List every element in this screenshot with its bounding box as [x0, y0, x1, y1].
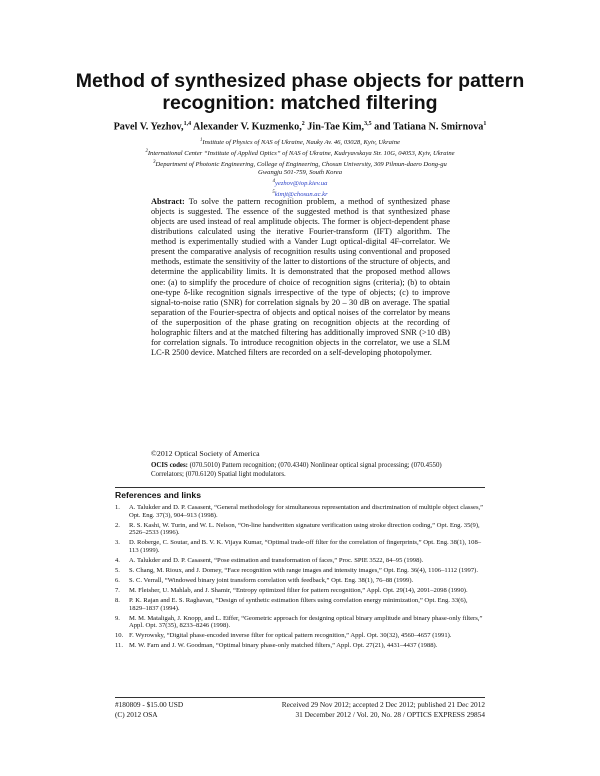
reference-text: S. C. Verrall, “Windowed binary joint transform correlation with feedback,” Opt. Eng. 38(1), 76–88 (1999).: [129, 576, 414, 584]
reference-text: R. S. Kashi, W. Turin, and W. L. Nelson, “On-line handwritten signature verification using stroke direction coding,” Opt. Eng. 35(9), 2526–2533 (1996).: [129, 521, 480, 537]
affiliation-line: $^2$International Center “Institute of Applied Optics” of NAS of Ukraine, Kudryavskaya Str. 10G, 04053, Kyiv, Ukraine: [145, 148, 455, 157]
reference-number: 3.: [115, 539, 120, 547]
author-3-affiliation-mark: 3,5: [364, 121, 372, 127]
email-line: $^4$yezhov@iop.kiev.ua: [272, 178, 328, 188]
author-list: [0, 121, 600, 132]
reference-item: [115, 504, 485, 520]
copyright-notice: ©2012 Optical Society of America: [151, 449, 260, 458]
ocis-codes: [151, 462, 450, 479]
author-1-affiliation-mark: 1,4: [183, 121, 192, 127]
email-line: $^5$kimjt@chosun.ac.kr: [272, 189, 328, 198]
reference-text: F. Wyrowsky, “Digital phase-encoded inverse filter for optical pattern recognition,” Appl. Opt. 30(32), 4560–4657 (1991).: [129, 632, 452, 640]
author-3: Jin-Tae Kim,: [304, 121, 365, 133]
reference-item: [115, 632, 485, 640]
reference-number: 6.: [115, 576, 120, 584]
footer-dates: Received 29 Nov 2012; accepted 2 Dec 2012; published 21 Dec 2012: [281, 700, 485, 709]
affiliation-line: Gwangju 501-759, South Korea: [257, 169, 342, 177]
abstract-label: Abstract:: [151, 197, 185, 206]
reference-item: [115, 577, 485, 585]
reference-number: 4.: [115, 557, 120, 565]
divider-bottom: [115, 697, 485, 698]
reference-text: M. Fleisher, U. Mahlab, and J. Shamir, “Entropy optimized filter for pattern recognition,” Appl. Opt. 29(14), 2091–2098 (1990).: [129, 586, 468, 594]
title-line-2: recognition: matched filtering: [162, 92, 438, 114]
reference-number: 1.: [115, 504, 120, 511]
reference-text: M. M. Mataligah, J. Knopp, and L. Eiffer, “Geometric approach for designing optical binary amplitude and binary phase-only filters,” Appl. Opt. 37(35), 8233–8246 (1998).: [129, 614, 483, 630]
author-2: Alexander V. Kuzmenko,: [191, 121, 302, 133]
author-1: Pavel V. Yezhov,: [113, 121, 184, 133]
paper-title: [0, 70, 600, 114]
reference-item: [115, 642, 485, 650]
reference-number: 10.: [115, 632, 124, 640]
reference-text: D. Roberge, C. Soutar, and B. V. K. Vijaya Kumar, “Optimal trade-off filter for the correlation of fingerprints,” Opt. Eng. 38(1), 108–113 (1999).: [129, 539, 482, 555]
affiliation-line: $^1$Institute of Physics of NAS of Ukraine, Nauky Av. 46, 03028, Kyiv, Ukraine: [199, 138, 400, 147]
author-4-affiliation-mark: 1: [483, 121, 487, 127]
divider-top: [115, 487, 485, 488]
reference-number: 2.: [115, 521, 120, 529]
email-link-yezhov[interactable]: yezhov@iop.kiev.ua: [274, 180, 328, 188]
email-link-kimjt[interactable]: kimjt@chosun.ac.kr: [274, 190, 328, 198]
reference-item: [115, 557, 485, 565]
reference-text: S. Chang, M. Rioux, and J. Domey, “Face recognition with range images and intensity images,” Opt. Eng. 36(4), 1106–1112 (1997).: [129, 567, 478, 574]
reference-item: [115, 597, 485, 613]
reference-number: 8.: [115, 596, 120, 604]
reference-item: [115, 522, 485, 538]
author-4: and Tatiana N. Smirnova: [371, 121, 484, 133]
footer-copyright: (C) 2012 OSA: [115, 710, 158, 719]
reference-item: [115, 615, 485, 631]
ocis-text: (070.5010) Pattern recognition; (070.4340) Nonlinear optical signal processing; (070.4550) Correlators; (070.6120) Spatial light modulators.: [151, 462, 442, 478]
reference-text: A. Talukder and D. P. Casasent, “General methodology for simultaneous representation and discrimination of multiple object classes,” Opt. Eng. 37(3), 904–913 (1998).: [129, 504, 484, 519]
reference-item: [115, 539, 485, 555]
references-heading: References and links: [115, 490, 201, 500]
reference-text: A. Talukder and D. P. Casasent, “Pose estimation and transformation of faces,” Proc. SPIE 3522, 84–95 (1998).: [129, 557, 424, 565]
reference-number: 11.: [115, 642, 123, 650]
affiliations: [130, 137, 470, 200]
reference-text: P. K. Rajan and E. S. Raghavan, “Design of synthetic estimation filters using correlation energy minimization,” Opt. Eng. 33(6), 1829–1837 (1994).: [129, 596, 468, 612]
reference-item: [115, 587, 485, 595]
abstract: [151, 197, 450, 358]
reference-number: 9.: [115, 614, 120, 622]
footer-left: [115, 700, 183, 720]
abstract-text: To solve the pattern recognition problem, a method of synthesized phase objects is suggested. The essence of the suggested method is that synthesized phase objects are used instead of real amplitude objects. The former is object-dependent phase distributions calculated using the iterative Fourier-transform (IFT) algorithm. The method is experimentally studied with a Vander Lugt optical-digital 4F-correlator. We present the comparative analysis of recognition results using conventional and proposed methods, estimate the sensitivity of the latter to distortions of the structure of objects, and determine the applicability limits. It is demonstrated that the proposed method allows one: (a) to simplify the procedure of choice of recognition signs (criteria); (b) to obtain one-type δ-like recognition signals irrespective of the type of objects; (c) to improve signal-to-noise ratio (SNR) for correlation signals by 20 – 30 dB on average. The spatial separation of the Fourier-spectra of objects and optical noises of the correlator by means of the superposition of the phase grating on recognition objects at the recording of holographic filters and at the matched filtering has additionally improved SNR (>10 dB) for correlation signals. To introduce recognition objects in the correlator, we use a SLM LC-R 2500 device. Matched filters are recorded on a self-developing photopolymer.: [151, 197, 450, 357]
reference-number: 7.: [115, 586, 120, 594]
reference-item: [115, 567, 485, 575]
footer-right: [240, 700, 485, 720]
reference-text: M. W. Farn and J. W. Goodman, “Optimal binary phase-only matched filters,” Appl. Opt. 27(21), 4431–4437 (1988).: [129, 642, 438, 650]
affiliation-line: $^3$Department of Photonic Engineering, College of Engineering, Chosun University, 309 Pilmun-daero Dong-gu: [153, 159, 447, 168]
reference-number: 5.: [115, 567, 120, 574]
ocis-label: OCIS codes:: [151, 462, 188, 469]
footer-journal-info: 31 December 2012 / Vol. 20, No. 28 / OPTICS EXPRESS 29854: [295, 710, 485, 719]
author-2-affiliation-mark: 2: [301, 121, 305, 127]
footer-article-id: #180809 - $15.00 USD: [115, 700, 184, 709]
references-list: [115, 504, 485, 652]
title-line-1: Method of synthesized phase objects for pattern: [75, 70, 525, 92]
